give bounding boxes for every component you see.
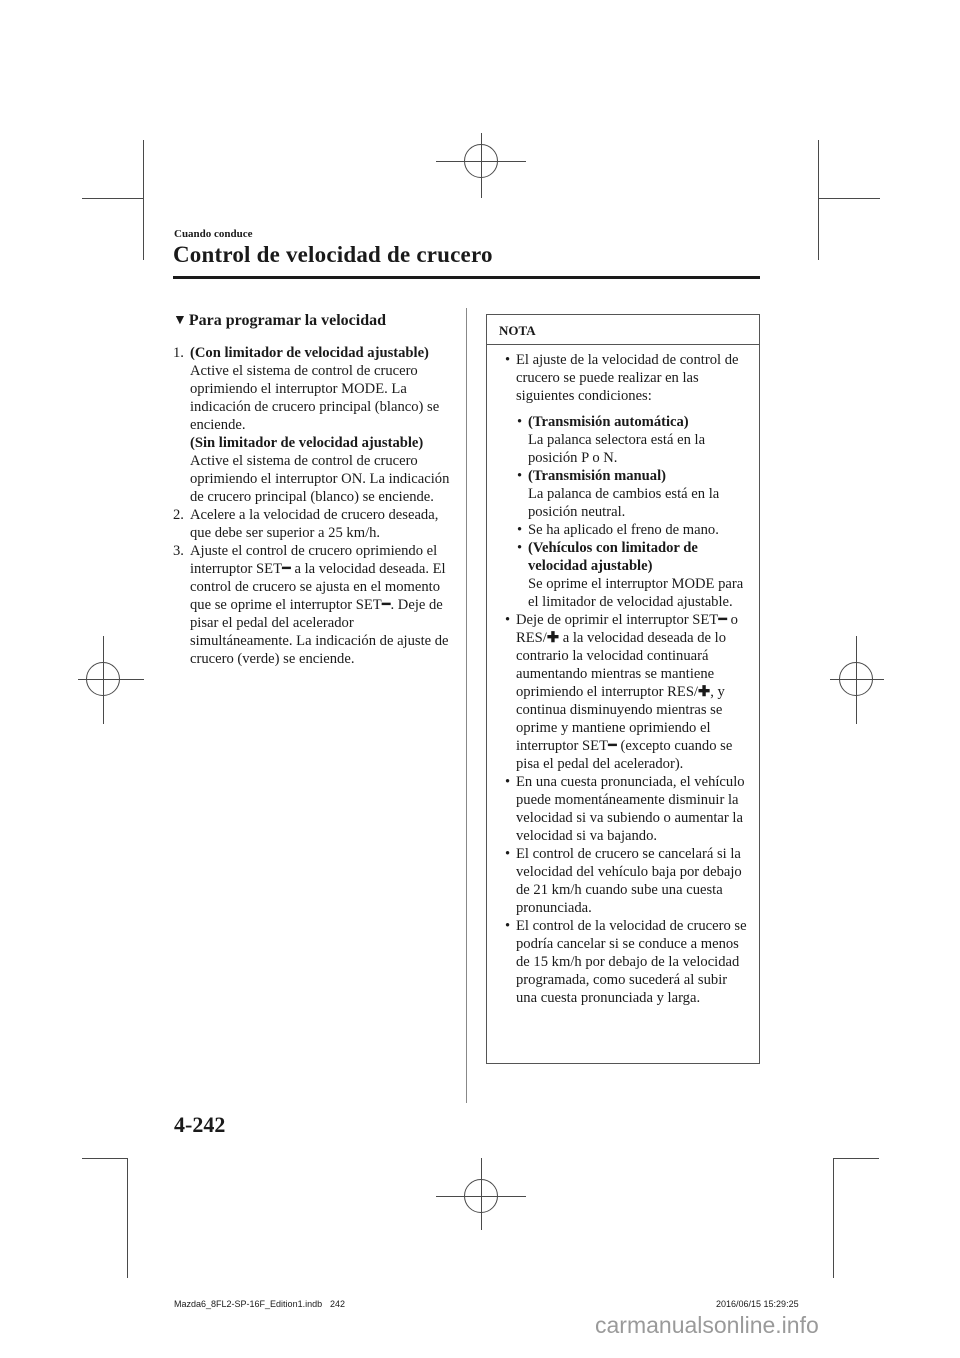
- page-number: 4-242: [174, 1112, 226, 1137]
- note-item: [495, 611, 751, 773]
- note-text-part: (excepto cuando se pisa el pedal del acelerador).: [516, 738, 733, 772]
- bullet-icon: •: [505, 846, 511, 862]
- step-number: 2.: [173, 507, 184, 523]
- step-3-text-part: Ajuste el control de crucero oprimiendo el interruptor SET: [190, 543, 438, 577]
- note-text-part: o RES/: [516, 612, 738, 646]
- chapter-title: Control de velocidad de crucero: [173, 242, 493, 267]
- note-sub-item-text: Se ha aplicado el freno de mano.: [528, 522, 719, 538]
- step-3-text-part: . Deje de pisar el pedal del acelerador simultáneamente. La indicación de ajuste de crucero (verde) se enciende.: [190, 597, 449, 667]
- triangle-down-icon: ▼: [173, 313, 187, 328]
- step-2: [173, 506, 458, 542]
- left-column: [173, 312, 458, 668]
- note-item-text: El control de la velocidad de crucero se podría cancelar si se conduce a menos de 15 km/h por debajo de la velocidad programada, como sucederá al subir una cuesta pronunciada y larga.: [516, 918, 747, 1006]
- section-label: Cuando conduce: [174, 228, 253, 240]
- minus-icon: ━: [282, 561, 291, 577]
- step-3-text: [190, 542, 458, 668]
- plus-icon: ✚: [698, 684, 711, 700]
- note-item-text: En una cuesta pronunciada, el vehículo puede momentáneamente disminuir la velocidad si va subiendo o aumentar la velocidad si va bajando.: [516, 774, 745, 844]
- note-box: [486, 314, 760, 1064]
- column-divider: [466, 308, 467, 1103]
- note-sub-item-text: La palanca de cambios está en la posición neutral.: [528, 486, 720, 520]
- note-item: [495, 351, 751, 405]
- step-1-text-1: Active el sistema de control de crucero oprimiendo el interruptor MODE. La indicación de crucero principal (blanco) se enciende.: [190, 363, 440, 433]
- note-item: [495, 773, 751, 845]
- bullet-icon: •: [517, 468, 523, 484]
- note-item: [495, 917, 751, 1007]
- note-body: [487, 345, 759, 1007]
- note-item-text: [516, 611, 751, 773]
- note-item-text: El control de crucero se cancelará si la velocidad del vehículo baja por debajo de 21 km/h cuando sube una cuesta pronunciada.: [516, 846, 742, 916]
- step-1-condition-2: (Sin limitador de velocidad ajustable): [190, 435, 424, 451]
- bullet-icon: •: [505, 774, 511, 790]
- footer-file-name: Mazda6_8FL2-SP-16F_Edition1.indb: [174, 1299, 323, 1309]
- bullet-icon: •: [517, 414, 523, 430]
- note-sub-item: [495, 413, 751, 467]
- step-1-condition-1: (Con limitador de velocidad ajustable): [190, 345, 429, 361]
- title-rule: [173, 276, 760, 279]
- plus-icon: ✚: [546, 630, 560, 646]
- note-sub-item-heading: (Transmisión manual): [528, 468, 666, 484]
- note-sub-item: [495, 539, 751, 611]
- bullet-icon: •: [505, 352, 511, 368]
- bullet-icon: •: [517, 522, 523, 538]
- note-sub-item-heading: (Vehículos con limitador de velocidad ajustable): [528, 540, 698, 574]
- note-sub-item-text: Se oprime el interruptor MODE para el limitador de velocidad ajustable.: [528, 576, 744, 610]
- step-1: [173, 344, 458, 506]
- sub-heading: [173, 312, 458, 330]
- note-sub-item: [495, 467, 751, 521]
- step-1-text-2: Active el sistema de control de crucero oprimiendo el interruptor ON. La indicación de crucero principal (blanco) se enciende.: [190, 453, 450, 505]
- note-text-part: a la velocidad deseada de lo contrario la velocidad continuará aumentando mientras se mantiene oprimiendo el interruptor RES/: [516, 630, 726, 700]
- minus-icon: ━: [381, 597, 391, 613]
- footer-timestamp: 2016/06/15 15:29:25: [716, 1299, 799, 1309]
- note-item-text: El ajuste de la velocidad de control de crucero se puede realizar en las siguientes condiciones:: [516, 352, 739, 404]
- note-title: NOTA: [487, 315, 759, 345]
- step-2-text: Acelere a la velocidad de crucero deseada, que debe ser superior a 25 km/h.: [190, 507, 439, 541]
- bullet-icon: •: [505, 918, 511, 934]
- bullet-icon: •: [517, 540, 523, 556]
- note-sub-item-heading: (Transmisión automática): [528, 414, 689, 430]
- step-number: 1.: [173, 345, 184, 361]
- sub-heading-text: Para programar la velocidad: [188, 312, 387, 329]
- step-3: [173, 542, 458, 668]
- minus-icon: ━: [608, 738, 617, 754]
- bullet-icon: •: [505, 612, 511, 628]
- note-text-part: Deje de oprimir el interruptor SET: [516, 612, 719, 628]
- step-3-text-part: a la velocidad deseada. El control de crucero se ajusta en el momento que se oprime el interruptor SET: [190, 561, 446, 613]
- minus-icon: ━: [718, 612, 728, 628]
- note-sub-item-text: La palanca selectora está en la posición P o N.: [528, 432, 706, 466]
- footer-file-page: 242: [330, 1299, 346, 1309]
- note-sub-item: [495, 521, 751, 539]
- watermark: carmanualsonline.info: [595, 1312, 819, 1338]
- step-number: 3.: [173, 543, 184, 559]
- note-text-part: , y continua disminuyendo mientras se oprime y mantiene oprimiendo el interruptor SET: [516, 684, 725, 754]
- note-item: [495, 845, 751, 917]
